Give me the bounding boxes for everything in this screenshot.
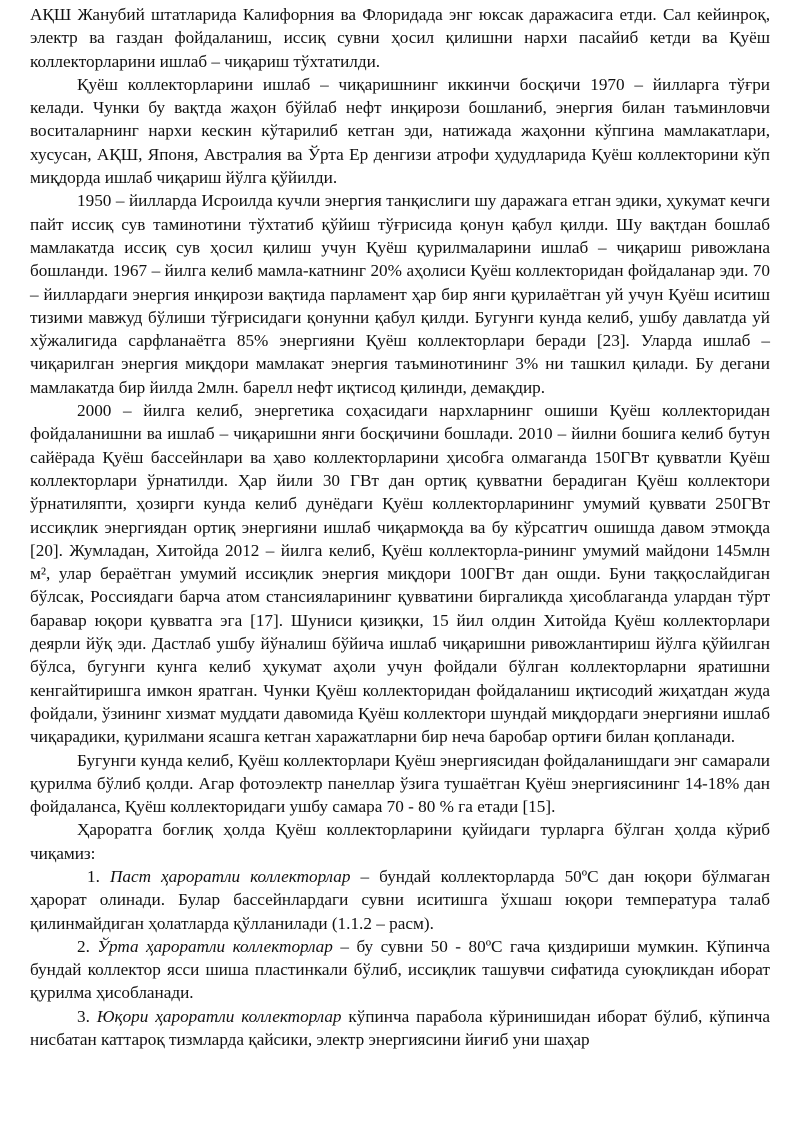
- list-item-title: Юқори ҳароратли коллекторлар: [96, 1006, 342, 1026]
- list-item-number: 2.: [77, 936, 90, 956]
- list-item-text: кўпинча парабола кўринишидан иборат бўлиб, кўпинча нисбатан каттароқ тизмларда қайсики, электр энергиясини йиғиб уни шаҳар: [30, 1006, 771, 1050]
- list-item-3: [30, 1005, 770, 1052]
- list-item-title: Паст ҳароратли коллекторлар: [109, 866, 351, 886]
- list-item-text: – бу сувни 50 - 80ºС гача қиздириши мумкин. Кўпинча бундай коллектор ясси шиша пластинкали бўлиб, иссиқлик ташувчи сифатида суюқликдан иборат қурилма ҳисобланади.: [30, 936, 770, 1003]
- paragraph-2: Қуёш коллекторларини ишлаб – чиқаришнинг иккинчи босқичи 1970 – йилларга тўғри келади. Чунки бу вақтда жаҳон бўйлаб нефт инқирози бошланиб, энергия билан таъминловчи воситаларнинг нархи кескин кўтарилиб кетган эди, натижада жаҳонни кўпгина мамлакатлари, хусусан, АҚШ, Японя, Австралия ва Ўрта Ер денгизи атрофи ҳудудларида Қуёш коллекторини кўп миқдорда ишлаб чиқариш йўлга қўйилди.: [30, 74, 770, 188]
- list-item-number: 1.: [87, 866, 100, 886]
- list-item-2: [30, 935, 770, 1005]
- list-item-1: [30, 865, 770, 935]
- list-item-number: 3.: [77, 1006, 90, 1026]
- paragraph-1: АҚШ Жанубий штатларида Калифорния ва Флоридада энг юксак даражасига етди. Сал кейинроқ, электр ва газдан фойдаланиш, иссиқ сувни ҳосил қилишни нархи пасайиб кетди ва Қуёш коллекторларини ишлаб – чиқариш тўхтатилди.: [30, 5, 770, 71]
- list-item-title: Ўрта ҳароратли коллекторлар: [97, 936, 333, 956]
- paragraph-5: Бугунги кунда келиб, Қуёш коллекторлари Қуёш энергиясидан фойдаланишдаги энг самарали қурилма бўлиб қолди. Агар фотоэлектр панеллар ўзига тушаётган Қуёш энергиясининг 14-18% дан фойдаланса, Қуёш коллекторидаги ушбу самара 70 - 80 % га етади [15].: [30, 750, 770, 817]
- list-item-text: – бундай коллекторларда 50ºС дан юқори бўлмаган ҳарорат олинади. Булар бассейнлардаги сувни иситишга ўхшаш юқори температура талаб қилинмайдиган ҳолатларда қўлланилади (1.1.2 – расм).: [30, 866, 771, 933]
- paragraph-4: 2000 – йилга келиб, энергетика соҳасидаги нархларнинг ошиши Қуёш коллекторидан фойдаланишни ва ишлаб – чиқаришни янги босқичини бошлади. 2010 – йилни бошига келиб бутун сайёрада Қуёш бассейнлари ва ҳаво коллекторларини ҳисобга олмаганда 150ГВт қувватли Қуёш коллекторлари ўрнатилди. Ҳар йили 30 ГВт дан ортиқ қувватни берадиган Қуёш коллектори ўрнатиляпти, ҳозирги кунда келиб дунёдаги Қуёш коллекторларининг умумий қуввати 250ГВт иссиқлик энергиядан ортиқ энергияни ишлаб чиқармоқда ва бу кўрсатгич ошишда давом этмоқда [20]. Жумладан, Хитойда 2012 – йилга келиб, Қуёш коллекторла-рининг умумий майдони 145млн м², улар бераётган умумий иссиқлик энергия миқдори 100ГВт дан ошди. Буни таққослайдиган бўлсак, Россиядаги барча атом стансияларининг қувватини биргаликда ҳисоблаганда улардан тўрт баравар юқори қувватга эга [17]. Шуниси қизиқки, 15 йил олдин Хитойда Қуёш коллекторлари деярли йўқ эди. Дастлаб ушбу йўналиш бўйича ишлаб чиқаришни ривожлантириш йўлга қўйилган бўлса, бугунги кунга келиб ҳукумат аҳоли учун фойдали бўлган коллекторларни яратишни кенгайтиришга имкон яратган. Чунки Қуёш коллекторидан фойдаланиш иқтисодий жиҳатдан жуда фойдали, ўзининг хизмат муддати давомида Қуёш коллектори шундай миқдордаги энергияни ишлаб чиқарадики, қурилмани ясашга кетган харажатларни бир неча баробар ортиғи билан қопланади.: [30, 401, 770, 747]
- paragraph-3: 1950 – йилларда Исроилда кучли энергия танқислиги шу даражага етган эдики, ҳукумат кечги пайт иссиқ сув таминотини тўхтатиб қўйиш тўғрисида қонун қабул қилди. Шу вақтдан бошлаб мамлакатда иссиқ сув ҳосил қилиш учун Қуёш қурилмаларини ишлаб – чиқариш ривожлана бошланди. 1967 – йилга келиб мамла-катнинг 20% аҳолиси Қуёш коллекторидан фойдаланар эди. 70 – йиллардаги энергия инқирози вақтида парламент ҳар бир янги қурилаётган уй учун Қуёш иситиш тизими мавжуд бўлиши тўғрисидаги қонунни қабул қилди. Бугунги кунда келиб, ушбу давлатда уй хўжалигида сарфланаётга 85% энергияни Қуёш коллекторлари беради [23]. Уларда ишлаб – чиқарилган энергия миқдори мамлакат энергия таъминотининг 3% ни ташкил қилади. Бу дегани мамлакатда бир йилда 2млн. барелл нефт иқтисод қилинди, демақдир.: [30, 191, 770, 397]
- paragraph-6: Ҳароратга боғлиқ ҳолда Қуёш коллекторларини қуйидаги турларга бўлган ҳолда кўриб чиқамиз:: [30, 820, 770, 863]
